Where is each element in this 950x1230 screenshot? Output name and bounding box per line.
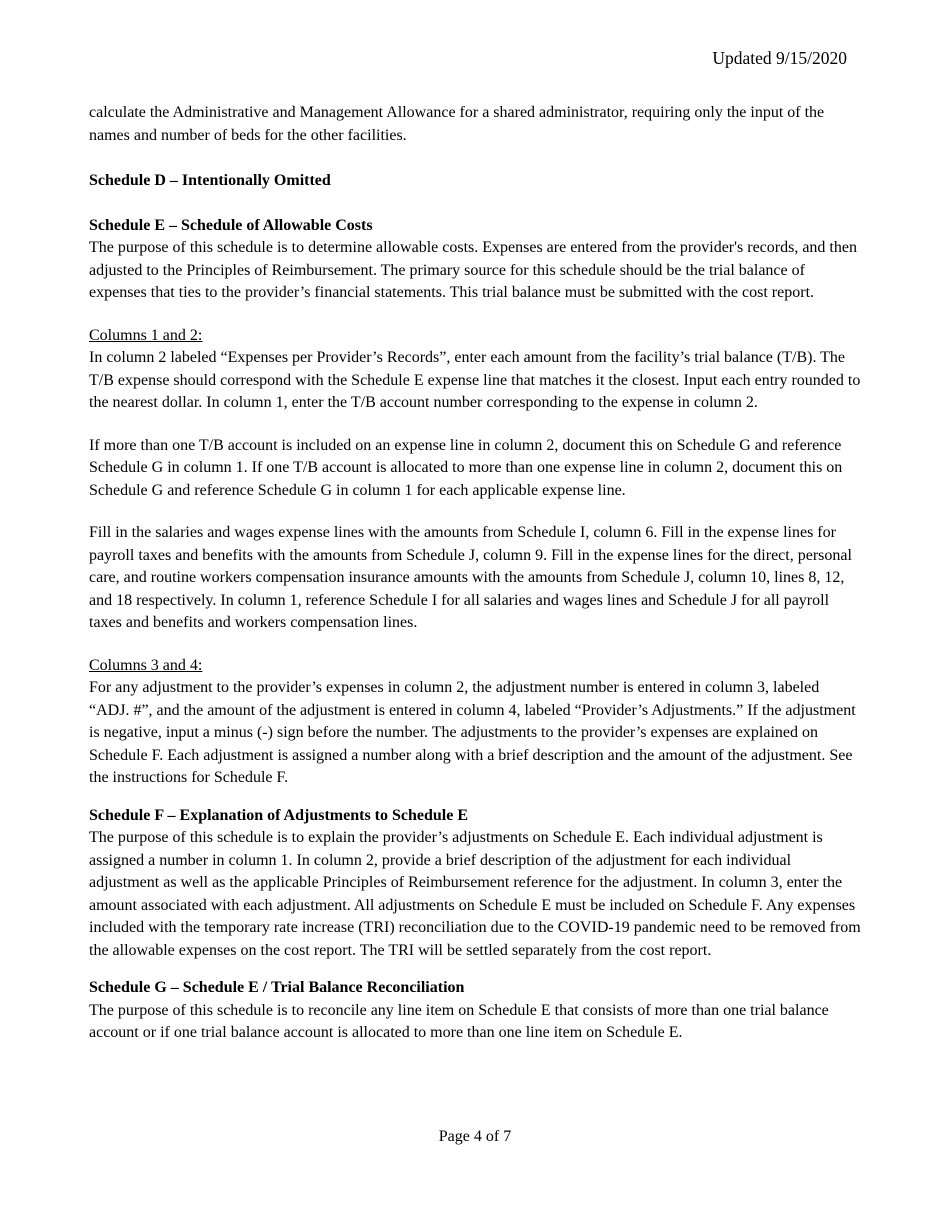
schedule-g-paragraph: The purpose of this schedule is to reconcile any line item on Schedule E that consists of more than one trial balance account or if one trial balance account is allocated to more than one line item on Schedule E. bbox=[89, 1001, 829, 1041]
document-body bbox=[89, 102, 861, 1045]
schedule-d-heading: Schedule D – Intentionally Omitted bbox=[89, 172, 331, 189]
columns-1-2-paragraph-3: Fill in the salaries and wages expense lines with the amounts from Schedule I, column 6. Fill in the expense lines for payroll taxes and benefits with the amounts from Schedule J, column 9. Fill in the expense lines for the direct, personal care, and routine workers compensation insurance amounts with the amounts from Schedule J, column 10, lines 8, 12, and 18 respectively. In column 1, reference Schedule I for all salaries and wages lines and Schedule J for all payroll taxes and benefits and workers compensation lines. bbox=[89, 524, 852, 631]
schedule-e-purpose: The purpose of this schedule is to determine allowable costs. Expenses are entered from the provider's records, and then adjusted to the Principles of Reimbursement. The primary source for this schedule should be the trial balance of expenses that ties to the provider’s financial statements. This trial balance must be submitted with the cost report. bbox=[89, 239, 857, 301]
columns-1-2-paragraph-2: If more than one T/B account is included on an expense line in column 2, document this on Schedule G and reference Schedule G in column 1. If one T/B account is allocated to more than one expense line in column 2, document this on Schedule G and reference Schedule G in column 1 for each applicable expense line. bbox=[89, 436, 843, 499]
columns-1-2-paragraph-1: In column 2 labeled “Expenses per Provider’s Records”, enter each amount from the facility’s trial balance (T/B). The T/B expense should correspond with the Schedule E expense line that matches it the closest. Input each entry rounded to the nearest dollar. In column 1, enter the T/B account number corresponding to the expense in column 2. bbox=[89, 349, 861, 411]
columns-3-4-paragraph-1: For any adjustment to the provider’s expenses in column 2, the adjustment number is entered in column 3, labeled “ADJ. #”, and the amount of the adjustment is entered in column 4, labeled “Provider’s Adjustments.” If the adjustment is negative, input a minus (-) sign before the number. The adjustments to the provider’s expenses are explained on Schedule F. Each adjustment is assigned a number along with a brief description and the amount of the adjustment. See the instructions for Schedule F. bbox=[89, 679, 856, 786]
schedule-g-heading: Schedule G – Schedule E / Trial Balance Reconciliation bbox=[89, 979, 465, 996]
schedule-f-heading: Schedule F – Explanation of Adjustments to Schedule E bbox=[89, 806, 469, 824]
schedule-f-paragraph: The purpose of this schedule is to explain the provider’s adjustments on Schedule E. Each individual adjustment is assigned a number in column 1. In column 2, provide a brief description of the adjustment for each individual adjustment as well as the applicable Principles of Reimbursement reference for the adjustment. In column 3, enter the amount associated with each adjustment. All adjustments on Schedule E must be included on Schedule F. Any expenses included with the temporary rate increase (TRI) reconciliation due to the COVID-19 pandemic need to be removed from the allowable expenses on the cost report. The TRI will be settled separately from the cost report. bbox=[89, 829, 861, 959]
columns-1-2-label: Columns 1 and 2: bbox=[89, 326, 203, 344]
updated-date: Updated 9/15/2020 bbox=[712, 48, 847, 68]
intro-paragraph: calculate the Administrative and Management Allowance for a shared administrator, requiring only the input of the names and number of beds for the other facilities. bbox=[89, 104, 825, 144]
page-number: Page 4 of 7 bbox=[438, 1128, 512, 1145]
schedule-e-heading: Schedule E – Schedule of Allowable Costs bbox=[89, 216, 373, 234]
columns-3-4-label: Columns 3 and 4: bbox=[89, 656, 203, 674]
